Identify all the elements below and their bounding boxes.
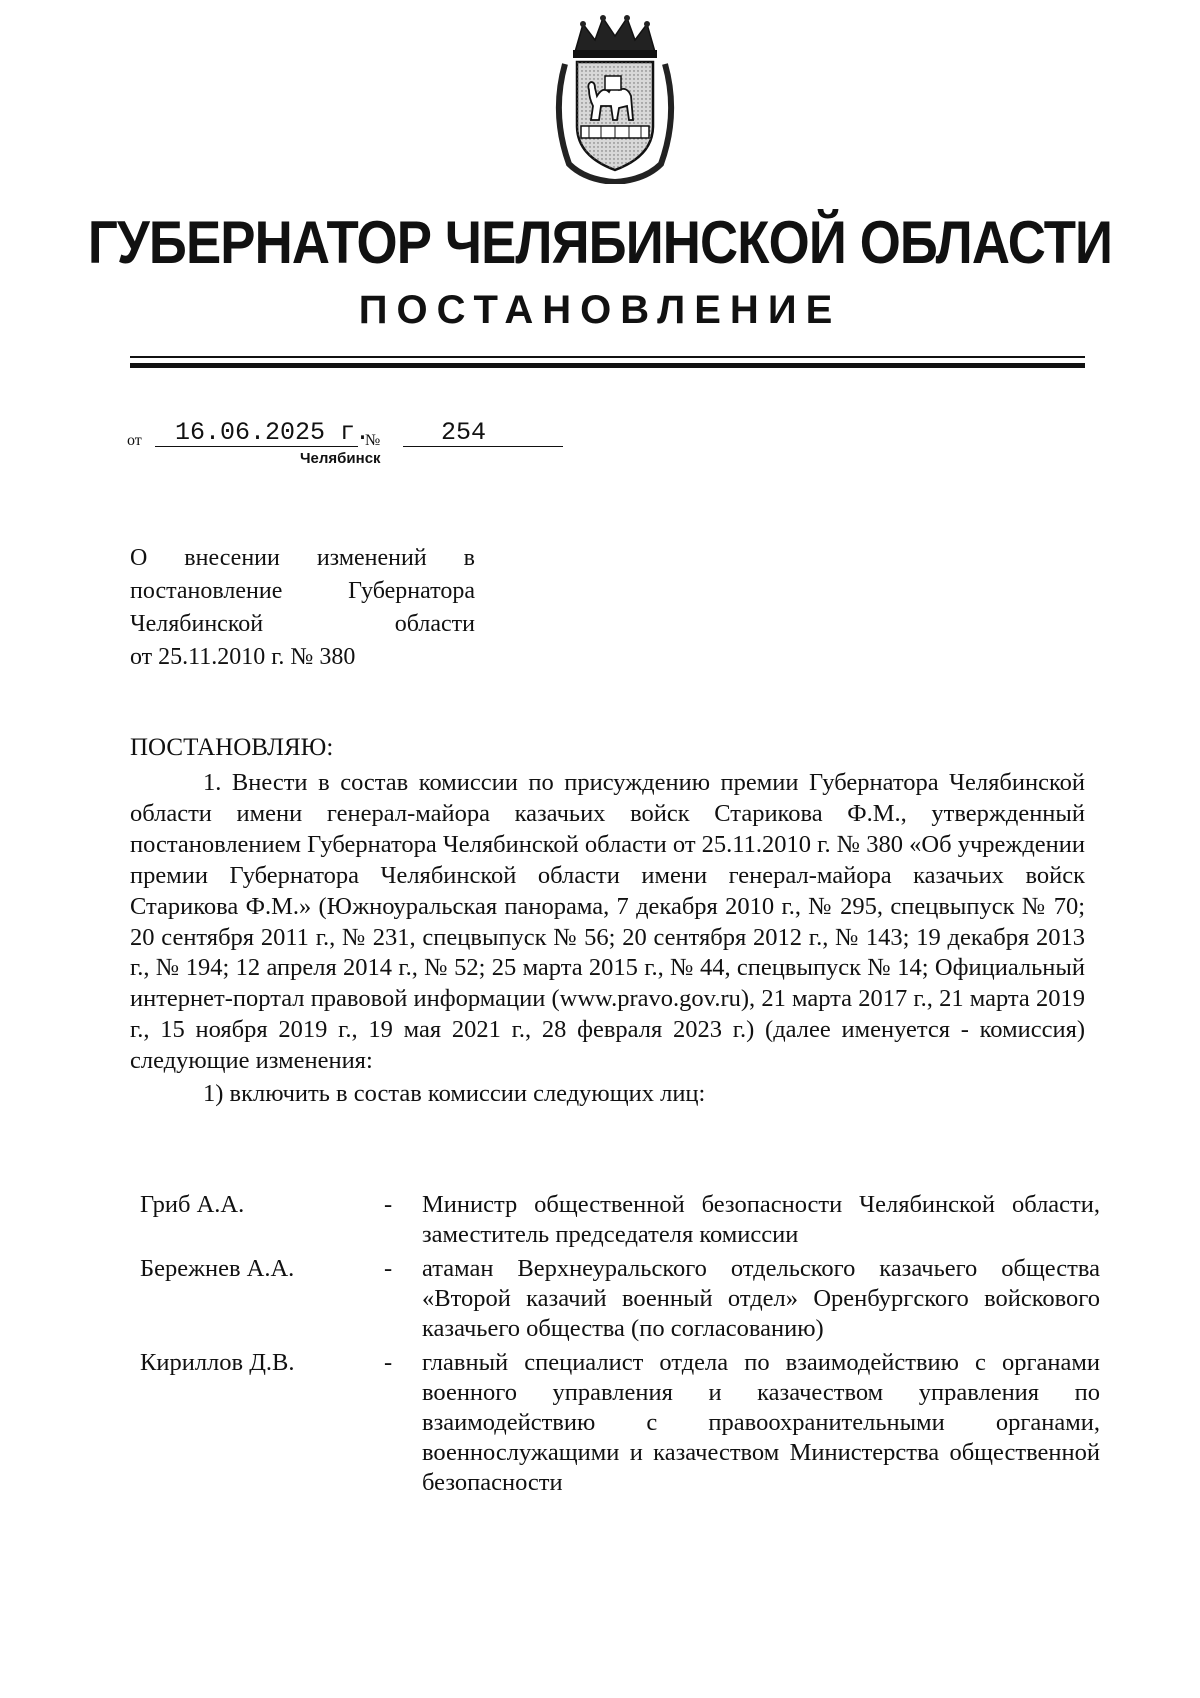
from-label: от [127, 432, 142, 449]
number-label: № [365, 432, 381, 449]
subject-line: постановление Губернатора [130, 578, 475, 604]
document-type: ПОСТАНОВЛЕНИЕ [358, 288, 842, 332]
member-name: Кириллов Д.В. [140, 1349, 295, 1376]
member-role: Министр общественной безопасности Челябинской области, заместитель председателя комиссии [422, 1191, 1100, 1248]
document-subject [130, 542, 475, 674]
header-divider-thick [130, 363, 1085, 368]
document-body [130, 768, 1085, 1110]
member-row [140, 1190, 1100, 1250]
member-dash: - [384, 1191, 393, 1218]
member-name: Гриб А.А. [140, 1191, 245, 1218]
member-dash: - [384, 1349, 393, 1376]
member-dash: - [384, 1255, 393, 1282]
member-name: Бережнев А.А. [140, 1255, 295, 1282]
organization-title: ГУБЕРНАТОР ЧЕЛЯБИНСКОЙ ОБЛАСТИ [87, 209, 1113, 276]
item-1-paragraph: 1. Внести в состав комиссии по присуждению премии Губернатора Челябинской области имени генерал-майора казачьих войск Старикова Ф.М., утвержденный постановлением Губернатора Челябинской области от 25.11.2010 г. № 380 «Об учреждении премии Губернатора Челябинской области имени генерал-майора казачьих войск Старикова Ф.М.» (Южноуральская панорама, 7 декабря 2010 г., № 295, спецвыпуск № 70; 20 сентября 2011 г., № 231, спецвыпуск № 56; 20 сентября 2012 г., № 143; 19 декабря 2013 г., № 194; 12 апреля 2014 г., № 52; 25 марта 2015 г., № 44, спецвыпуск № 14; Официальный интернет-портал правовой информации (www.pravo.gov.ru), 21 марта 2017 г., 21 марта 2019 г., 15 ноября 2019 г., 19 мая 2021 г., 28 февраля 2023 г.) (далее именуется - комиссия) следующие изменения: [130, 769, 1085, 1075]
members-list [140, 1190, 1100, 1502]
document-date: 16.06.2025 г. [175, 418, 371, 447]
member-row [140, 1254, 1100, 1344]
resolve-heading: ПОСТАНОВЛЯЮ: [130, 734, 334, 761]
member-role: атаман Верхнеуральского отдельского казачьего общества «Второй казачий военный отдел» Оренбургского войскового казачьего общества (по согласованию) [422, 1255, 1100, 1342]
subject-line: от 25.11.2010 г. № 380 [130, 644, 356, 670]
member-role: главный специалист отдела по взаимодействию с органами военного управления и казачеством управления по взаимодействию с правоохранительными органами, военнослужащими и казачеством Министерства общественной безопасности [422, 1349, 1100, 1496]
subitem-1-paragraph: 1) включить в состав комиссии следующих лиц: [203, 1080, 706, 1108]
member-row [140, 1348, 1100, 1498]
coat-of-arms-emblem-icon [545, 14, 685, 184]
subject-line: Челябинской области [130, 611, 475, 637]
city-label: Челябинск [300, 450, 381, 467]
header-divider-thin [130, 356, 1085, 358]
document-number: 254 [441, 418, 487, 447]
subject-line: О внесении изменений в [130, 545, 475, 571]
